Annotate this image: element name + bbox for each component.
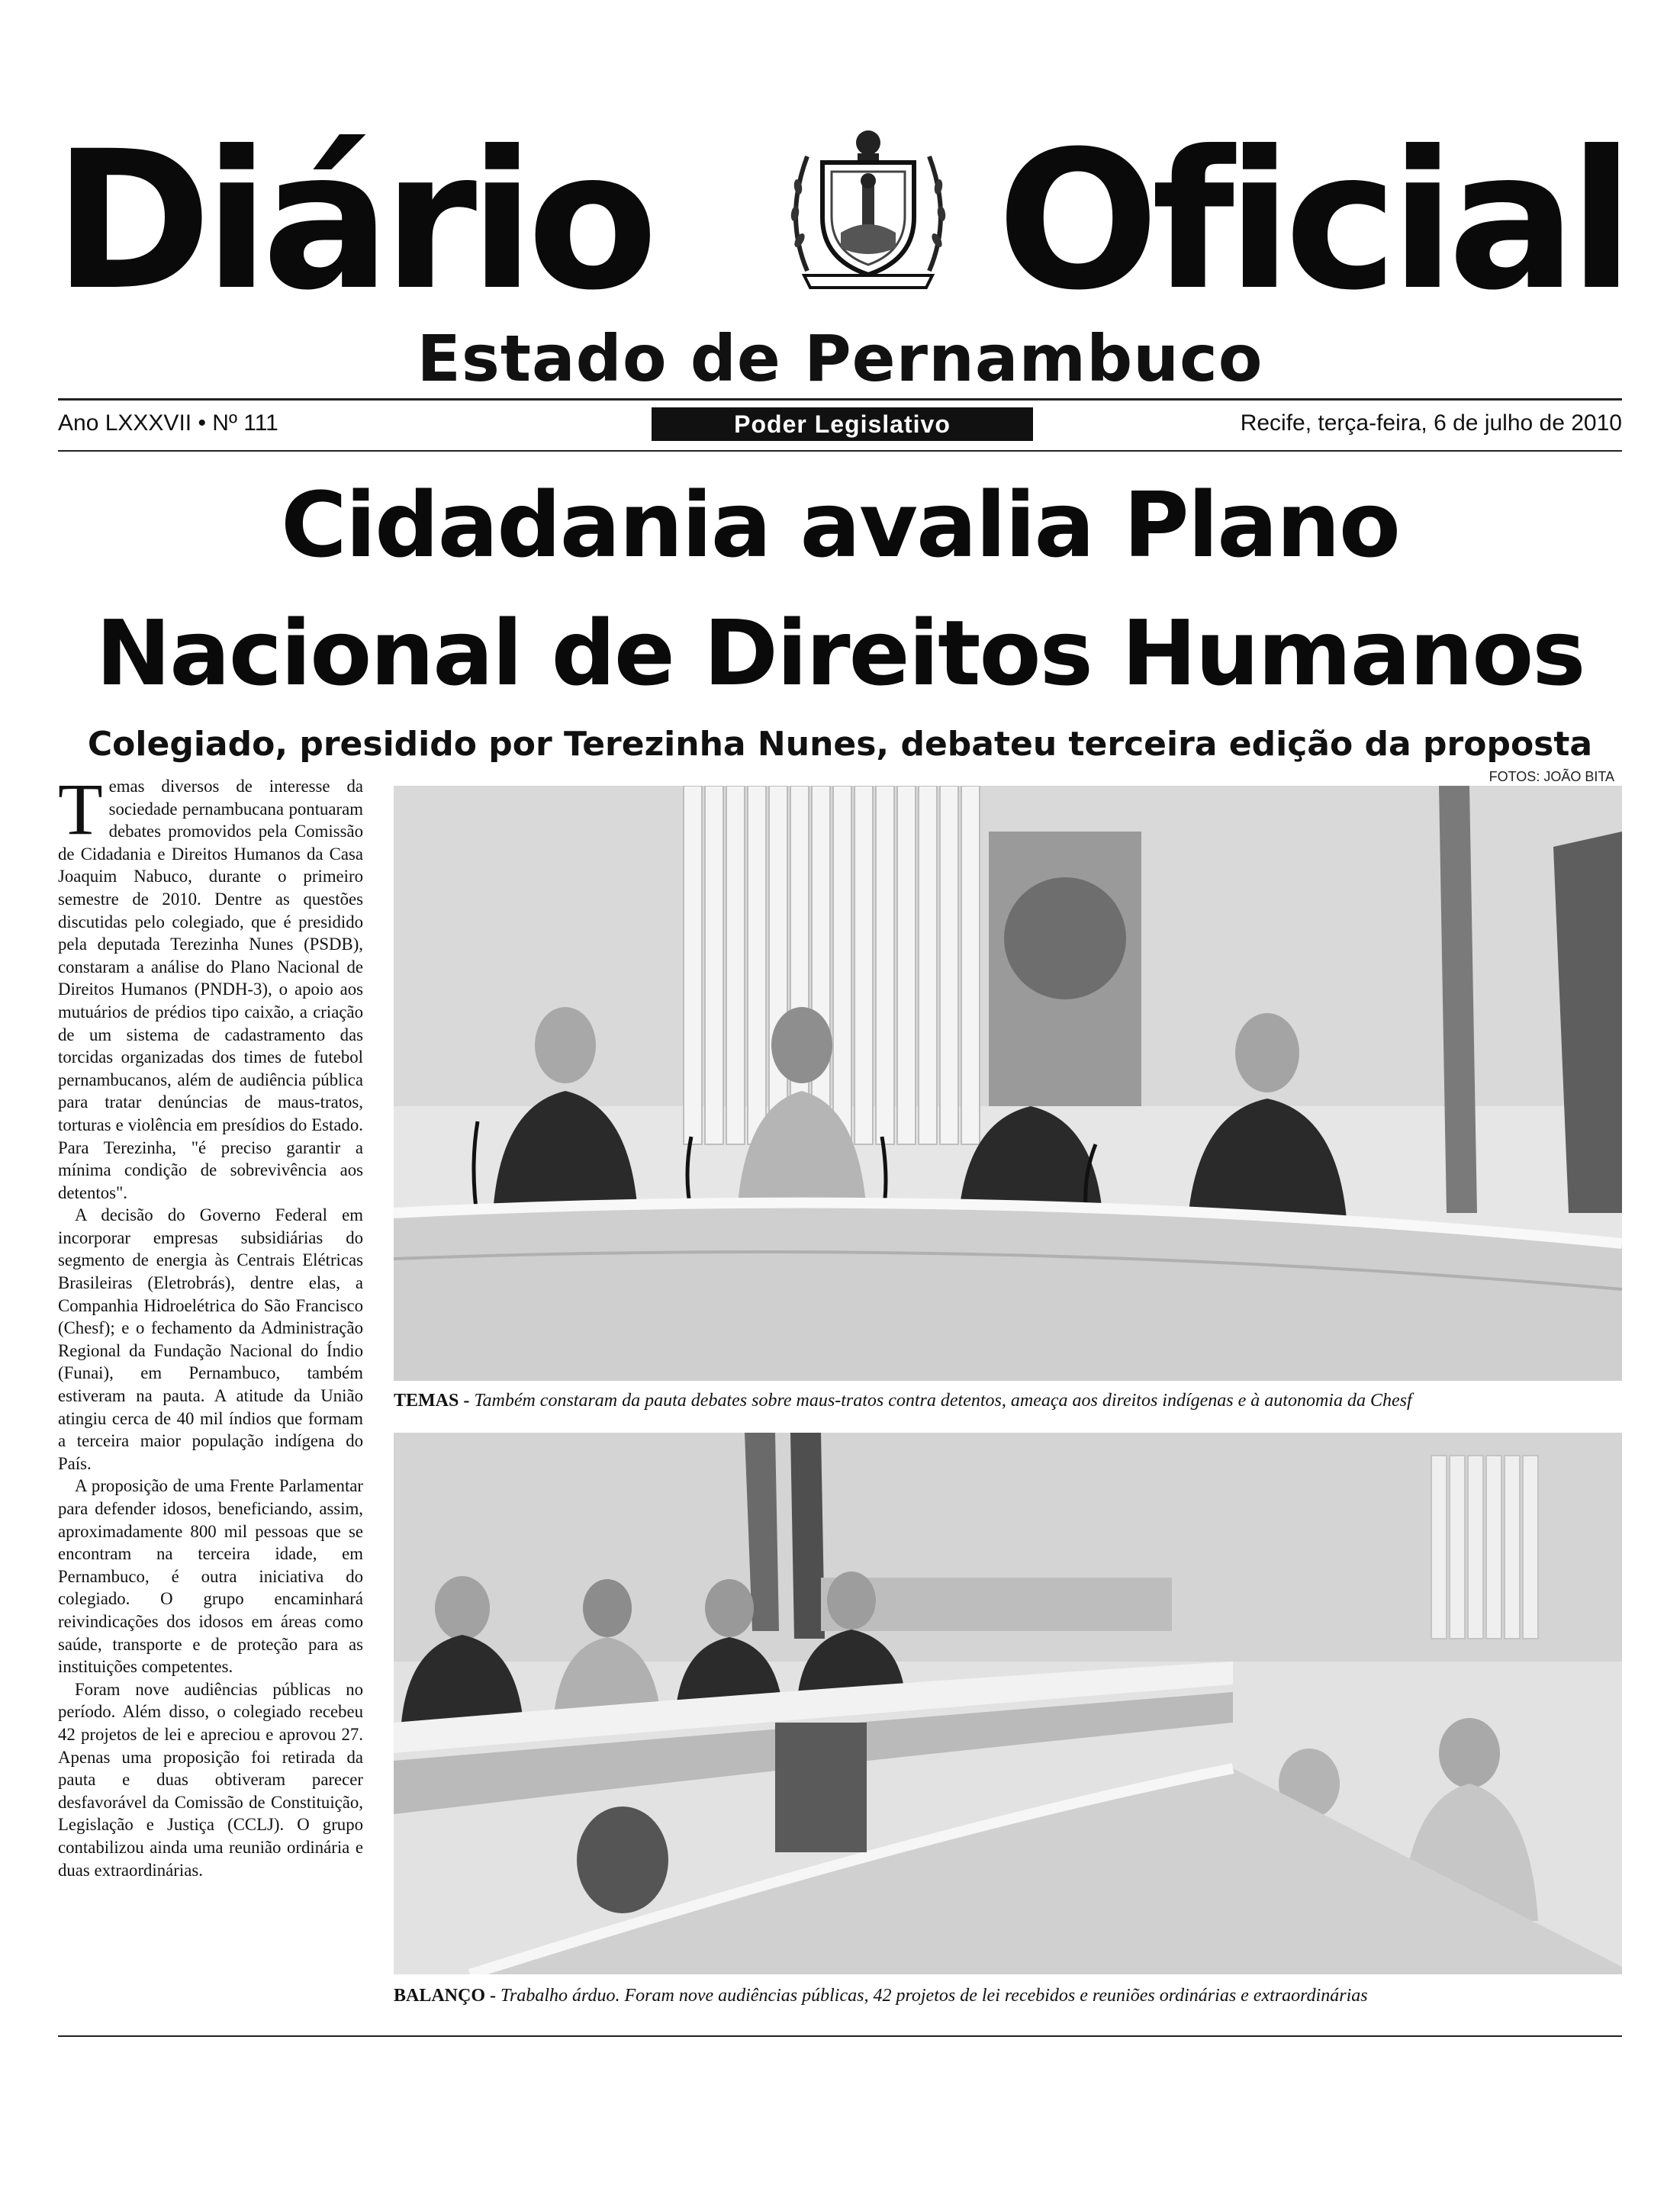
masthead-top-rule <box>58 398 1622 401</box>
masthead-bottom-rule <box>58 450 1622 452</box>
article-paragraph-2: A decisão do Governo Federal em incorporar empresas subsidiárias do segmento de energia às Centrais Elétricas Brasileiras (Eletrobrás), dentre elas, a Companhia Hidroelétrica do São Francisco (Chesf); e o fechamento da Administração Regional da Fundação Nacional do Índio (Funai), em Pernambuco, também estiveram na pauta. A atitude da União atingiu cerca de 40 mil índios que formam a terceira maior população indígena do País. <box>58 1205 363 1473</box>
photo-caption-1-label: TEMAS - <box>394 1391 470 1411</box>
footer-rule <box>58 2035 1622 2037</box>
article-column <box>58 768 363 2087</box>
masthead-title-right: Oficial <box>996 110 1627 332</box>
edition-number: Ano LXXXVII • Nº 111 <box>58 410 278 436</box>
headline-line-1: Cidadania avalia Plano <box>281 472 1399 578</box>
masthead-title-left: Diário <box>53 110 651 332</box>
info-bar <box>58 407 1622 442</box>
article-paragraph-4: Foram nove audiências públicas no período. Além disso, o colegiado recebeu 42 projetos de lei e apreciou e aprovou 27. Apenas uma proposição foi retirada da pauta e duas obtiveram parecer desfavorável da Comissão de Constituição, Legislação e Justiça (CCLJ). O grupo contabilizou ainda uma reunião ordinária e duas extraordinárias. <box>58 1679 363 1880</box>
article-paragraph-1 <box>58 768 363 1204</box>
article-paragraph-3: A proposição de uma Frente Parlamentar para defender idosos, beneficiando, assim, aproximadamente 800 mil pessoas que se encontram na terceira idade, em Pernambuco, é outra iniciativa do colegiado. O grupo encaminhará reivindicações dos idosos em áreas como saúde, transporte e de proteção para as instituições competentes. <box>58 1476 363 1677</box>
dateline: Recife, terça-feira, 6 de julho de 2010 <box>1240 410 1622 436</box>
headline <box>0 461 1680 717</box>
photo-commission-table <box>394 786 1622 1381</box>
photo-caption-2-text: Trabalho árduo. Foram nove audiências públicas, 42 projetos de lei recebidos e reuniões ordinárias e extraordinárias <box>500 1986 1368 2006</box>
photo-caption-2-label: BALANÇO - <box>394 1986 497 2006</box>
photo-caption-1-text: Também constaram da pauta debates sobre maus-tratos contra detentos, ameaça aos direitos indígenas e à autonomia da Chesf <box>474 1391 1412 1411</box>
headline-deck: Colegiado, presidido por Terezinha Nunes, debateu terceira edição da proposta <box>87 725 1593 764</box>
headline-line-2: Nacional de Direitos Humanos <box>95 600 1585 706</box>
photo-plenary-room <box>394 1433 1622 1974</box>
photo-caption-2 <box>394 1983 1622 2008</box>
photo-caption-1 <box>394 1388 1622 1413</box>
drop-cap: T <box>58 768 103 850</box>
pernambuco-coat-of-arms-icon <box>777 126 960 294</box>
masthead-subtitle: Estado de Pernambuco <box>417 321 1263 396</box>
masthead <box>53 110 1627 332</box>
photo-credit: FOTOS: JOÃO BITA <box>1489 769 1614 784</box>
article-paragraph-1-text: emas diversos de interesse da sociedade pernambucana pontuaram debates promovidos pela Comissão de Cidadania e Direitos Humanos da Casa Joaquim Nabuco, durante o primeiro semestre de 2010. Dentre as questões discutidas pelo colegiado, que é presidido pela deputada Terezinha Nunes (PSDB), constaram a análise do Plano Nacional de Direitos Humanos (PNDH-3), o apoio aos mutuários de prédios tipo caixão, a criação de um sistema de cadastramento das torcidas organizadas dos times de futebol pernambucanos, além de audiência pública para tratar denúncias de maus-tratos, torturas e violência em presídios do Estado. Para Terezinha, "é preciso garantir a mínima condição de sobrevivência aos detentos". <box>58 777 363 1202</box>
section-badge: Poder Legislativo <box>652 407 1033 441</box>
